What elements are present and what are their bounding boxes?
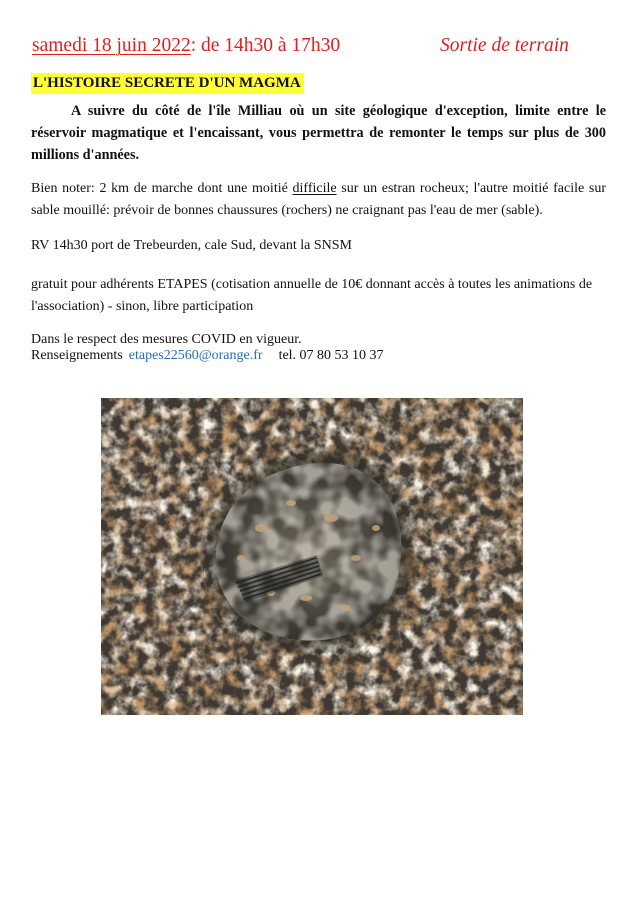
event-type: Sortie de terrain <box>440 35 569 56</box>
event-title: L'HISTOIRE SECRETE D'UN MAGMA <box>31 73 304 94</box>
granite-photo-illustration <box>101 398 523 715</box>
note-underlined-word: difficile <box>292 181 337 196</box>
contact-phone: tel. 07 80 53 10 37 <box>278 348 384 363</box>
contact-email-link[interactable]: etapes22560@orange.fr <box>128 348 263 363</box>
fee-info: gratuit pour adhérents ETAPES (cotisation annuelle de 10€ donnant accès à toutes les animations de l'association) - sinon, libre participation <box>31 277 593 314</box>
covid-notice: Dans le respect des mesures COVID en vigueur. <box>31 332 302 347</box>
contact-line <box>31 345 606 367</box>
event-time: : de 14h30 à 17h30 <box>190 35 341 56</box>
note-text-before: Bien noter: 2 km de marche dont une moitié <box>31 181 293 196</box>
note-text-after: sur un estran rocheux; l'autre moitié facile sur sable mouillé: prévoir de bonnes chaussures (rochers) ne craignant pas l'eau de mer (sable). <box>31 181 606 218</box>
contact-label: Renseignements <box>31 348 123 363</box>
intro-paragraph: A suivre du côté de l'île Milliau où un site géologique d'exception, limite entre le réservoir magmatique et l'encaissant, vous permettra de remonter le temps sur plus de 300 millions d'années. <box>31 103 606 163</box>
granite-enclave-photo <box>101 398 523 715</box>
event-date: samedi 18 juin 2022 <box>32 35 191 56</box>
meeting-point: RV 14h30 port de Trebeurden, cale Sud, devant la SNSM <box>31 238 352 253</box>
event-header <box>32 33 612 59</box>
walking-note <box>31 178 606 222</box>
